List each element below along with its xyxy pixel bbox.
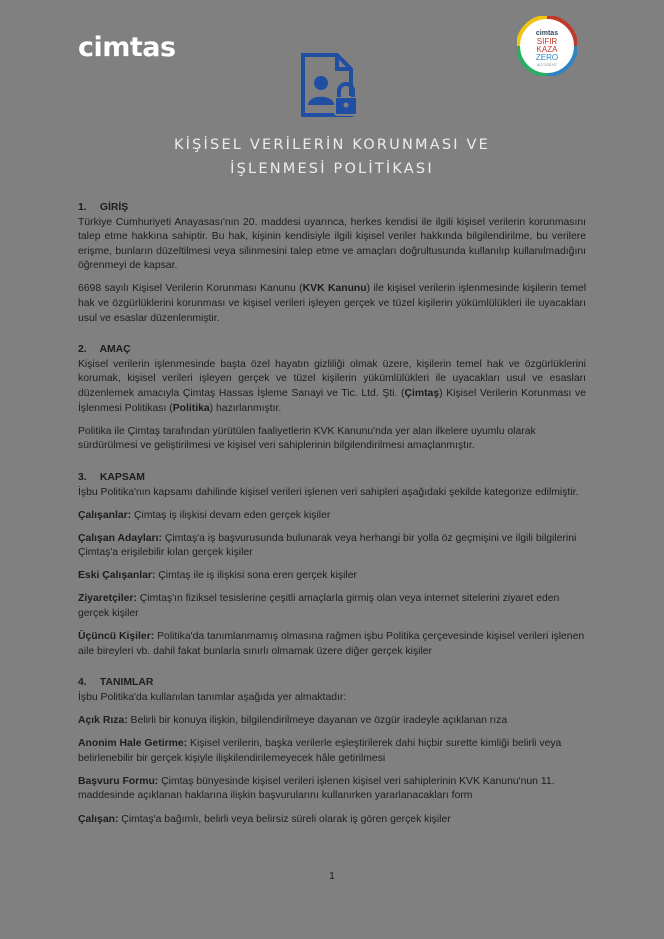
category-item: Çalışanlar: Çimtaş iş ilişkisi devam eden gerçek kişiler	[78, 509, 331, 521]
section-heading-giris: 1. GİRİŞ	[78, 202, 129, 213]
page-number: 1	[329, 871, 335, 882]
amac-paragraph-2: Politika ile Çimtaş tarafından yürütülen faaliyetlerin KVK Kanunu'nda yer alan ilkelere uyumlu olarak sürdürülmesi ve geliştirilmesi ve kişisel veri sahiplerinin bilgilendirilmesi amaçlanmıştır.	[78, 425, 536, 452]
badge-line-4: ZERO	[535, 53, 559, 62]
definition-item: Açık Rıza: Belirli bir konuya ilişkin, bilgilendirilmeye dayanan ve özgür iradeyle açıklanan rıza	[78, 715, 508, 727]
definition-item: Başvuru Formu: Çimtaş bünyesinde kişisel verileri işlenen kişisel veri sahiplerinin KVK Kanunu'nun 11. maddesinde açıklanan haklarına ilişkin başvurularını kullanırken yararlanacakları form	[78, 775, 555, 802]
definition-item: Çalışan: Çimtaş'a bağımlı, belirli veya belirsiz süreli olarak iş gören gerçek kişiler	[78, 813, 451, 825]
kapsam-paragraph-1: İşbu Politika'nın kapsamı dahilinde kişisel verileri işlenen veri sahipleri aşağıdaki şekilde kategorize edilmiştir.	[78, 486, 579, 498]
giris-paragraph-2: 6698 sayılı Kişisel Verilerin Korunması Kanunu (KVK Kanunu) ile kişisel verilerin işlenmesinde kişilerin temel hak ve özgürlüklerini korunması ve kişisel verileri işleyen gerçek ve tüzel kişilerin yükümlülükleri ile uyacakları usul ve esaslar düzenlenmiştir.	[78, 283, 587, 324]
tanimlar-paragraph-1: İşbu Politika'da kullanılan tanımlar aşağıda yer almaktadır:	[78, 691, 347, 703]
amac-paragraph-1: Kişisel verilerin işlenmesinde başta özel hayatın gizliliği olmak üzere, kişilerin temel hak ve özgürlüklerini korumak, kişisel verileri işleyen gerçek ve tüzel kişilerin yükümlülükleri ile uyacakları usul ve esasları düzenlemek amacıyla Çimtaş Hassas İşleme Sanayi ve Tic. Ltd. Şti. (Çimtaş) Kişisel Verilerin Korunması ve İşlenmesi Politikası (Politika) hazırlanmıştır.	[78, 358, 586, 414]
document-body	[78, 201, 586, 827]
badge-line-1: cimtas	[535, 30, 559, 37]
category-item: Ziyaretçiler: Çimtaş'ın fiziksel tesislerine çeşitli amaçlarla girmiş olan veya internet sitelerini ziyaret eden gerçek kişiler	[78, 593, 560, 620]
title-line-2: İŞLENMESİ POLİTİKASI	[230, 161, 434, 177]
section-heading-tanimlar: 4. TANIMLAR	[78, 677, 154, 689]
company-logo: cimtas	[78, 32, 176, 63]
title-line-1: KİŞİSEL VERİLERİN KORUNMASI VE	[173, 137, 491, 153]
section-heading-kapsam: 3. KAPSAM	[78, 471, 145, 483]
giris-paragraph-1: Türkiye Cumhuriyeti Anayasası'nın 20. maddesi uyarınca, herkes kendisi ile ilgili kişisel verilerin korunmasını talep etme hakkına sahiptir. Bu hak, kişinin kendisiyle ilgili kişisel veriler hakkında bilgilendirilme, bu verilere erişme, bunların düzeltilmesi veya silinmesini talep etme ve amaçları doğrultusunda kullanılıp kullanılmadığını öğrenmeyi de kapsar.	[78, 216, 586, 272]
category-item: Eski Çalışanlar: Çimtaş ile iş ilişkisi sona eren gerçek kişiler	[78, 570, 357, 582]
personal-data-lock-icon	[297, 53, 365, 121]
zero-accident-badge	[517, 16, 577, 76]
category-item: Çalışan Adayları: Çimtaş'a iş başvurusunda bulunarak veya herhangi bir yolla öz geçmişini ve ilgili bilgilerini Çimtaş'a erişilebilir kılan gerçek kişiler	[78, 532, 577, 559]
section-heading-amac: 2. AMAÇ	[78, 344, 131, 356]
badge-line-2: SIFIR	[536, 37, 558, 46]
category-item: Üçüncü Kişiler: Politika'da tanımlanmamış olmasına rağmen işbu Politika çerçevesinde kişisel verileri işlenen aile bireyleri vb. dahil fakat bunlarla sınırlı olmamak üzere diğer gerçek kişiler	[78, 631, 585, 657]
document-title	[150, 133, 514, 181]
badge-line-5: ACCIDENT	[536, 62, 558, 67]
definition-item: Anonim Hale Getirme: Kişisel verilerin, başka verilerle eşleştirilerek dahi hiçbir surette kimliği belirli veya belirlenebilir bir gerçek kişiyle ilişkilendirilemeyecek hâle getirilmesi	[78, 738, 562, 764]
badge-line-3: KAZA	[536, 45, 558, 54]
